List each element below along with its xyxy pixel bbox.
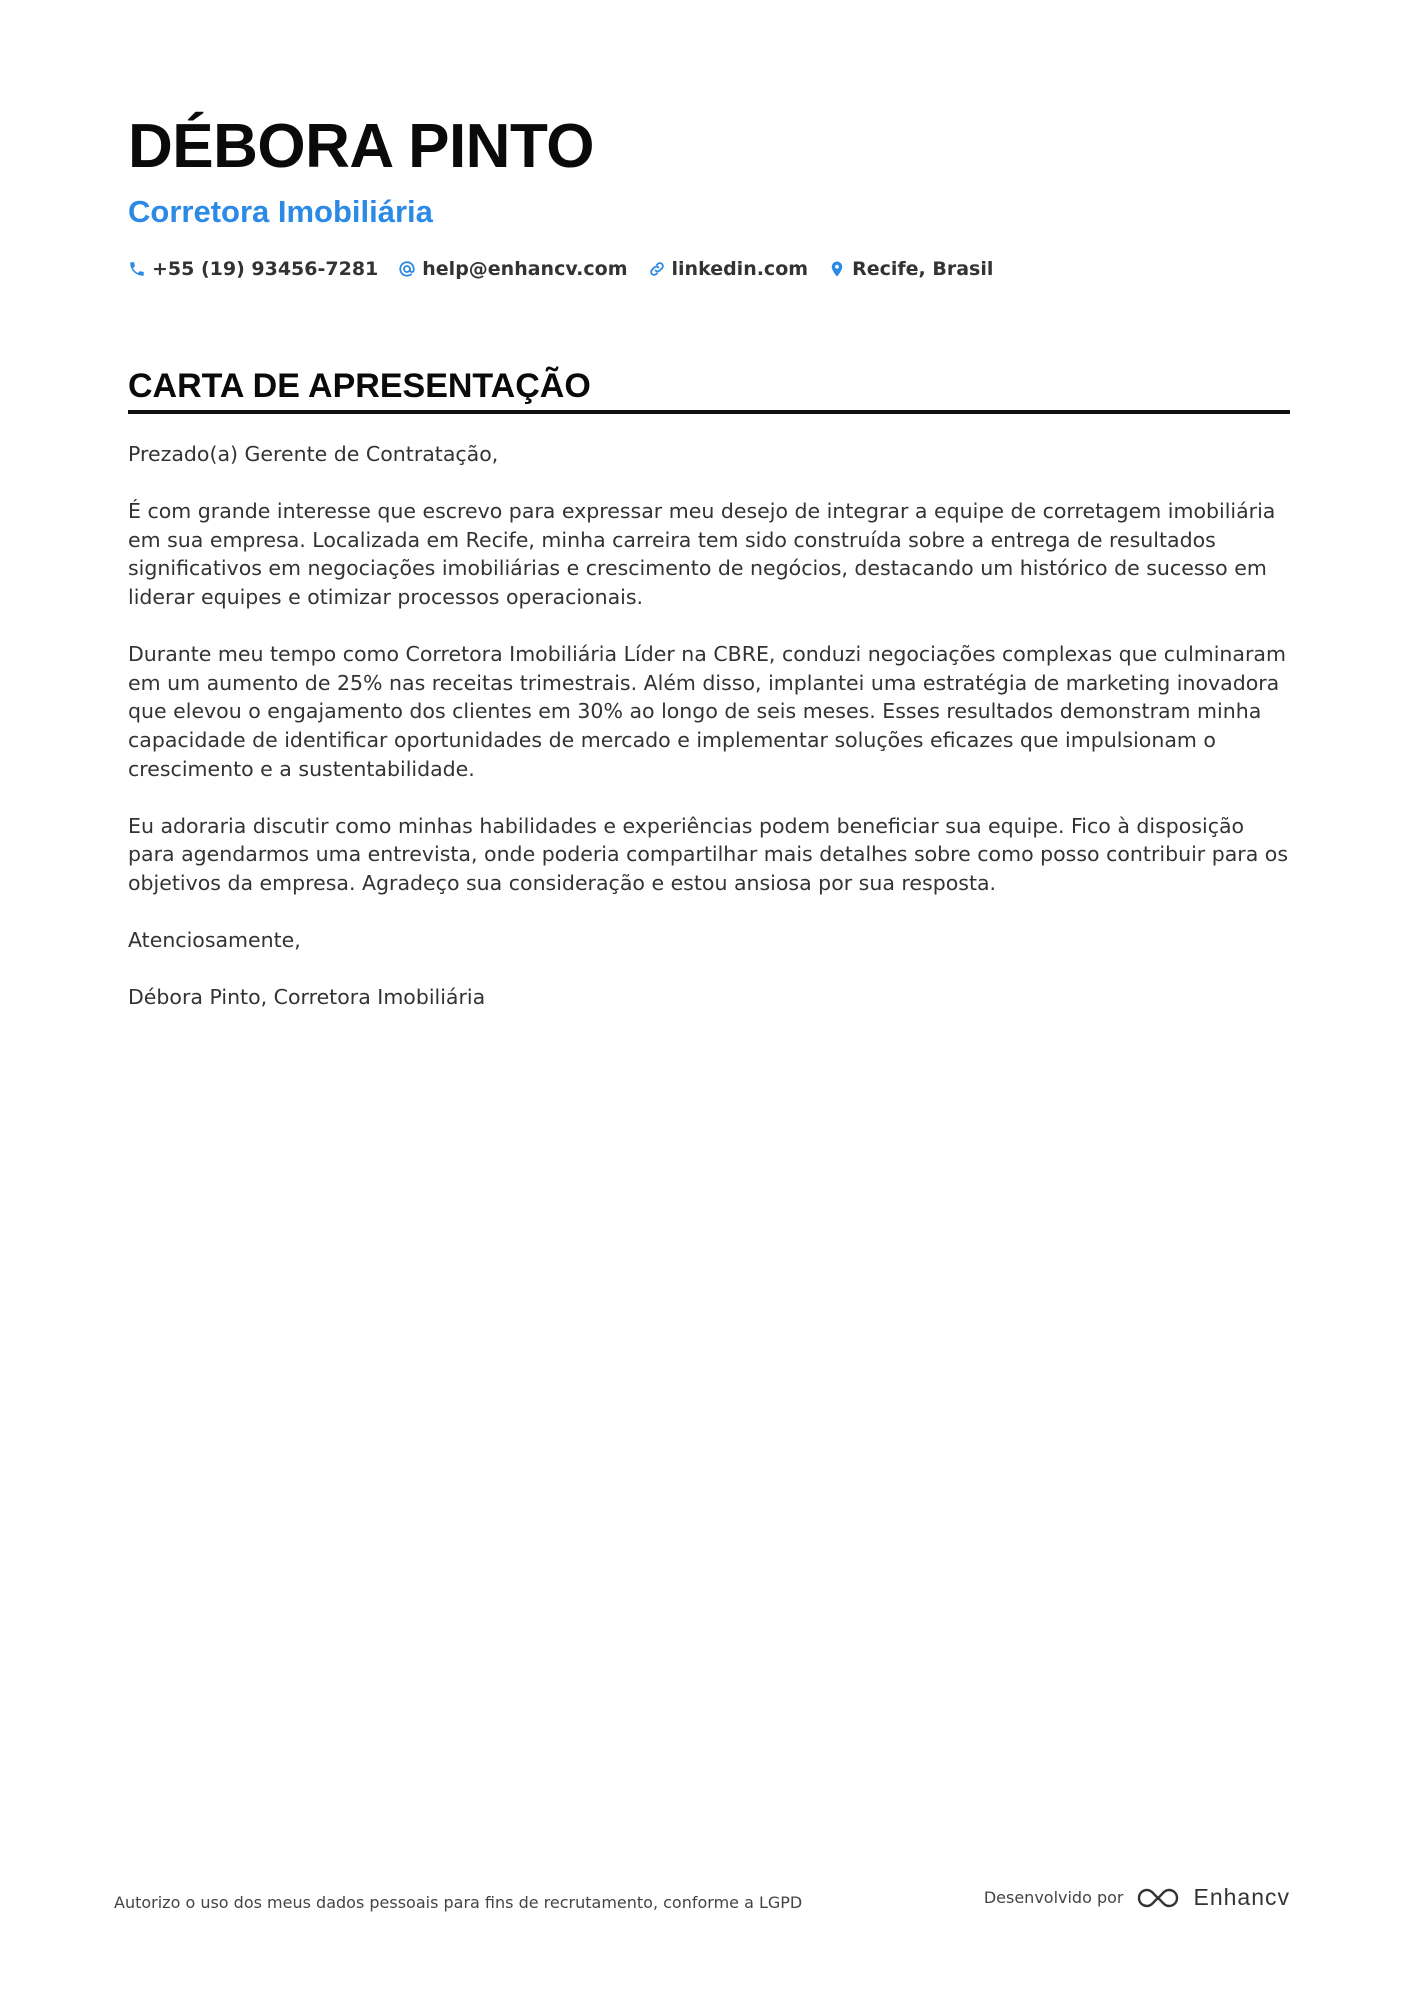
letter-paragraph-3: Eu adoraria discutir como minhas habilidades e experiências podem beneficiar sua equipe. Fico à disposição para agendarmos uma entrevista, onde poderia compartilhar mais detalhes sobre como posso contribuir para os objetivos da empresa. Agradeço sua consideração e estou ansiosa por sua resposta. — [128, 813, 1289, 895]
candidate-role: Corretora Imobiliária — [128, 194, 433, 229]
contact-list — [128, 258, 1288, 280]
brand — [1135, 1884, 1290, 1911]
letter-paragraph-2: Durante meu tempo como Corretora Imobiliária Líder na CBRE, conduzi negociações complexas que culminaram em um aumento de 25% nas receitas trimestrais. Além disso, implantei uma estratégia de marketing inovadora que elevou o engajamento dos clientes em 30% ao longo de seis meses. Esses resultados demonstram minha capacidade de identificar oportunidades de mercado e implementar soluções eficazes que impulsionam o crescimento e a sustentabilidade. — [128, 642, 1286, 781]
phone-text: +55 (19) 93456-7281 — [152, 258, 379, 280]
linkedin-text: linkedin.com — [671, 258, 809, 280]
candidate-name: DÉBORA PINTO — [128, 112, 594, 181]
cover-letter-section — [128, 364, 1290, 1040]
link-icon — [648, 260, 666, 278]
letter-body — [128, 440, 1290, 1012]
letter-paragraph-1: É com grande interesse que escrevo para expressar meu desejo de integrar a equipe de corretagem imobiliária em sua empresa. Localizada em Recife, minha carreira tem sido construída sobre a entrega de resultados significativos em negociações imobiliárias e crescimento de negócios, destacando um histórico de sucesso em liderar equipes e otimizar processos operacionais. — [128, 499, 1276, 609]
brand-name: Enhancv — [1193, 1884, 1290, 1910]
email-text: help@enhancv.com — [422, 258, 628, 280]
contact-linkedin[interactable] — [648, 258, 809, 280]
letter-signature: Débora Pinto, Corretora Imobiliária — [128, 985, 486, 1010]
location-pin-icon — [828, 260, 846, 278]
contact-email[interactable] — [398, 258, 627, 280]
contact-location — [828, 258, 993, 280]
phone-icon — [128, 260, 146, 278]
letter-closing: Atenciosamente, — [128, 928, 301, 953]
letter-greeting: Prezado(a) Gerente de Contratação, — [128, 442, 499, 466]
enhancv-logo-icon — [1135, 1885, 1181, 1911]
contact-phone — [128, 258, 378, 280]
at-icon — [398, 260, 416, 278]
footer-branding[interactable] — [984, 1884, 1290, 1911]
powered-by-text: Desenvolvido por — [983, 1888, 1124, 1907]
header — [128, 110, 1288, 280]
location-text: Recife, Brasil — [852, 258, 994, 280]
section-title: CARTA DE APRESENTAÇÃO — [128, 364, 1290, 414]
footer-consent: Autorizo o uso dos meus dados pessoais para fins de recrutamento, conforme a LGPD — [114, 1893, 803, 1912]
